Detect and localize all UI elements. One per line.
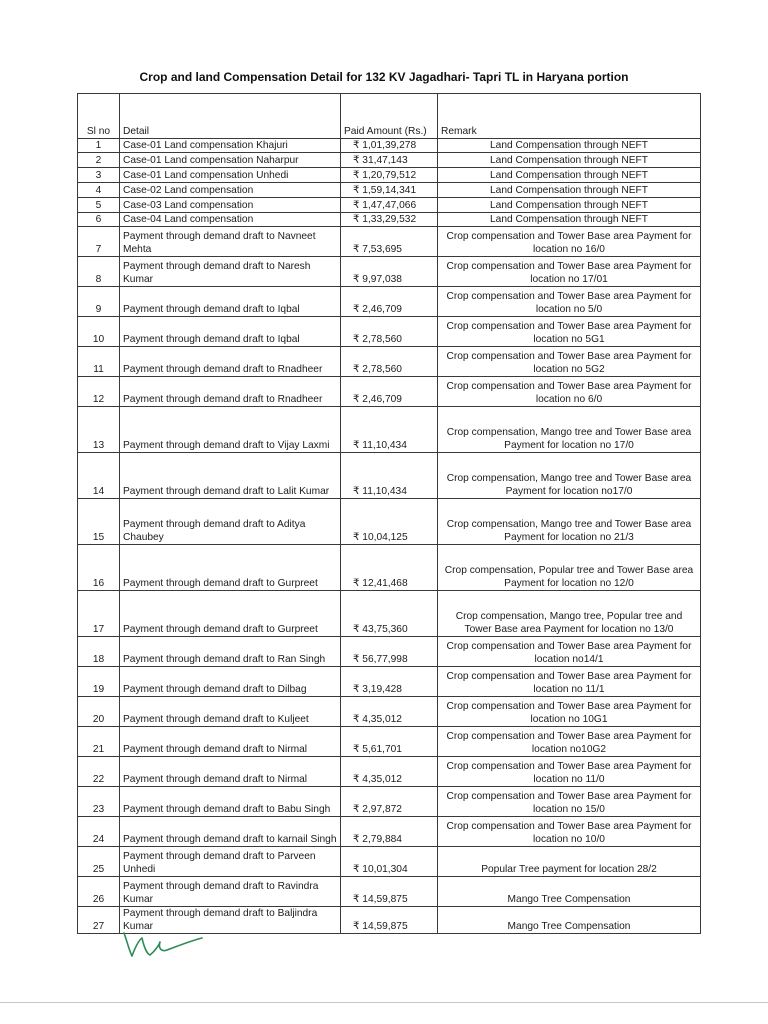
cell-remark: Popular Tree payment for location 28/2 [438,847,701,877]
cell-sl-no: 14 [78,453,120,499]
table-row [78,637,701,667]
cell-detail: Payment through demand draft to Rnadheer [120,377,341,407]
cell-paid-amount: ₹ 14,59,875 [341,907,438,934]
cell-detail: Payment through demand draft to Dilbag [120,667,341,697]
cell-paid-amount: ₹ 1,47,47,066 [341,198,438,213]
cell-sl-no: 11 [78,347,120,377]
cell-detail: Payment through demand draft to Aditya Chaubey [120,499,341,545]
cell-sl-no: 1 [78,139,120,153]
cell-paid-amount: ₹ 14,59,875 [341,877,438,907]
cell-detail: Payment through demand draft to Nirmal [120,757,341,787]
handwritten-signature-icon [118,925,208,961]
cell-paid-amount: ₹ 2,97,872 [341,787,438,817]
cell-paid-amount: ₹ 4,35,012 [341,757,438,787]
cell-detail: Payment through demand draft to Ran Singh [120,637,341,667]
cell-detail: Payment through demand draft to Navneet Mehta [120,227,341,257]
table-row [78,817,701,847]
cell-detail: Case-01 Land compensation Naharpur [120,153,341,168]
table-row [78,787,701,817]
cell-sl-no: 7 [78,227,120,257]
header-remark: Remark [438,94,701,139]
header-paid-amount: Paid Amount (Rs.) [341,94,438,139]
compensation-table [77,93,701,934]
cell-paid-amount: ₹ 2,46,709 [341,377,438,407]
cell-sl-no: 24 [78,817,120,847]
cell-paid-amount: ₹ 2,78,560 [341,347,438,377]
table-row [78,317,701,347]
cell-paid-amount: ₹ 56,77,998 [341,637,438,667]
table-row [78,697,701,727]
cell-detail: Payment through demand draft to Gurpreet [120,591,341,637]
cell-remark: Land Compensation through NEFT [438,139,701,153]
table-row [78,287,701,317]
cell-sl-no: 5 [78,198,120,213]
header-sl-no: Sl no [78,94,120,139]
cell-detail: Payment through demand draft to Lalit Kumar [120,453,341,499]
cell-remark: Crop compensation and Tower Base area Payment for location no 10G1 [438,697,701,727]
cell-paid-amount: ₹ 10,01,304 [341,847,438,877]
table-row [78,757,701,787]
cell-detail: Payment through demand draft to karnail Singh [120,817,341,847]
cell-paid-amount: ₹ 7,53,695 [341,227,438,257]
cell-remark: Crop compensation, Mango tree and Tower Base area Payment for location no17/0 [438,453,701,499]
table-row [78,453,701,499]
cell-paid-amount: ₹ 2,78,560 [341,317,438,347]
cell-sl-no: 10 [78,317,120,347]
cell-sl-no: 9 [78,287,120,317]
table-row [78,168,701,183]
cell-detail: Payment through demand draft to Iqbal [120,317,341,347]
table-row [78,213,701,227]
cell-paid-amount: ₹ 11,10,434 [341,407,438,453]
table-row [78,183,701,198]
cell-detail: Payment through demand draft to Ravindra Kumar [120,877,341,907]
cell-detail: Payment through demand draft to Naresh Kumar [120,257,341,287]
table-header-row [78,94,701,139]
cell-remark: Mango Tree Compensation [438,877,701,907]
cell-remark: Crop compensation, Mango tree and Tower Base area Payment for location no 21/3 [438,499,701,545]
table-row [78,545,701,591]
cell-paid-amount: ₹ 43,75,360 [341,591,438,637]
cell-remark: Crop compensation, Popular tree and Tower Base area Payment for location no 12/0 [438,545,701,591]
table-row [78,257,701,287]
cell-paid-amount: ₹ 1,01,39,278 [341,139,438,153]
header-detail: Detail [120,94,341,139]
table-row [78,667,701,697]
cell-remark: Land Compensation through NEFT [438,213,701,227]
cell-remark: Crop compensation and Tower Base area Payment for location no 5G2 [438,347,701,377]
cell-detail: Payment through demand draft to Parveen Unhedi [120,847,341,877]
cell-sl-no: 19 [78,667,120,697]
cell-remark: Crop compensation, Mango tree, Popular tree and Tower Base area Payment for location no 13/0 [438,591,701,637]
cell-sl-no: 6 [78,213,120,227]
cell-sl-no: 20 [78,697,120,727]
cell-sl-no: 12 [78,377,120,407]
cell-detail: Payment through demand draft to Rnadheer [120,347,341,377]
cell-remark: Crop compensation and Tower Base area Payment for location no 6/0 [438,377,701,407]
cell-paid-amount: ₹ 4,35,012 [341,697,438,727]
signature [118,925,208,966]
cell-paid-amount: ₹ 1,59,14,341 [341,183,438,198]
table-row [78,227,701,257]
cell-paid-amount: ₹ 9,97,038 [341,257,438,287]
table-row [78,347,701,377]
cell-remark: Crop compensation and Tower Base area Payment for location no 17/01 [438,257,701,287]
cell-remark: Land Compensation through NEFT [438,153,701,168]
cell-detail: Case-03 Land compensation [120,198,341,213]
cell-detail: Payment through demand draft to Kuljeet [120,697,341,727]
cell-paid-amount: ₹ 31,47,143 [341,153,438,168]
cell-remark: Mango Tree Compensation [438,907,701,934]
table-row [78,153,701,168]
table-row [78,377,701,407]
cell-remark: Crop compensation and Tower Base area Payment for location no 5/0 [438,287,701,317]
table-row [78,499,701,545]
cell-sl-no: 23 [78,787,120,817]
cell-remark: Crop compensation and Tower Base area Payment for location no10G2 [438,727,701,757]
cell-paid-amount: ₹ 10,04,125 [341,499,438,545]
cell-remark: Crop compensation and Tower Base area Payment for location no 5G1 [438,317,701,347]
cell-sl-no: 8 [78,257,120,287]
cell-sl-no: 26 [78,877,120,907]
cell-sl-no: 13 [78,407,120,453]
cell-sl-no: 22 [78,757,120,787]
cell-detail: Case-01 Land compensation Unhedi [120,168,341,183]
cell-detail: Payment through demand draft to Nirmal [120,727,341,757]
cell-paid-amount: ₹ 5,61,701 [341,727,438,757]
footer-rule [0,1002,768,1003]
cell-paid-amount: ₹ 1,33,29,532 [341,213,438,227]
cell-remark: Land Compensation through NEFT [438,183,701,198]
page-title: Crop and land Compensation Detail for 132 KV Jagadhari- Tapri TL in Haryana portion [139,70,629,84]
cell-paid-amount: ₹ 12,41,468 [341,545,438,591]
cell-detail: Payment through demand draft to Gurpreet [120,545,341,591]
cell-detail: Payment through demand draft to Vijay Laxmi [120,407,341,453]
cell-remark: Land Compensation through NEFT [438,168,701,183]
cell-detail: Case-02 Land compensation [120,183,341,198]
cell-remark: Crop compensation, Mango tree and Tower Base area Payment for location no 17/0 [438,407,701,453]
cell-detail: Case-01 Land compensation Khajuri [120,139,341,153]
cell-remark: Crop compensation and Tower Base area Payment for location no 10/0 [438,817,701,847]
cell-paid-amount: ₹ 3,19,428 [341,667,438,697]
cell-detail: Case-04 Land compensation [120,213,341,227]
cell-detail: Payment through demand draft to Baljindra Kumar [120,907,341,934]
table-row [78,847,701,877]
cell-remark: Crop compensation and Tower Base area Payment for location no 11/0 [438,757,701,787]
cell-sl-no: 4 [78,183,120,198]
cell-sl-no: 17 [78,591,120,637]
table-row [78,198,701,213]
table-row [78,139,701,153]
table-row [78,877,701,907]
cell-sl-no: 15 [78,499,120,545]
cell-sl-no: 3 [78,168,120,183]
cell-paid-amount: ₹ 2,46,709 [341,287,438,317]
cell-detail: Payment through demand draft to Iqbal [120,287,341,317]
table-row [78,591,701,637]
cell-paid-amount: ₹ 2,79,884 [341,817,438,847]
cell-remark: Crop compensation and Tower Base area Payment for location no14/1 [438,637,701,667]
cell-remark: Crop compensation and Tower Base area Payment for location no 16/0 [438,227,701,257]
cell-sl-no: 21 [78,727,120,757]
cell-remark: Land Compensation through NEFT [438,198,701,213]
cell-paid-amount: ₹ 11,10,434 [341,453,438,499]
cell-detail: Payment through demand draft to Babu Singh [120,787,341,817]
cell-sl-no: 16 [78,545,120,591]
cell-sl-no: 18 [78,637,120,667]
cell-paid-amount: ₹ 1,20,79,512 [341,168,438,183]
cell-sl-no: 2 [78,153,120,168]
cell-sl-no: 27 [78,907,120,934]
cell-remark: Crop compensation and Tower Base area Payment for location no 15/0 [438,787,701,817]
cell-remark: Crop compensation and Tower Base area Payment for location no 11/1 [438,667,701,697]
cell-sl-no: 25 [78,847,120,877]
table-row [78,727,701,757]
table-row [78,407,701,453]
